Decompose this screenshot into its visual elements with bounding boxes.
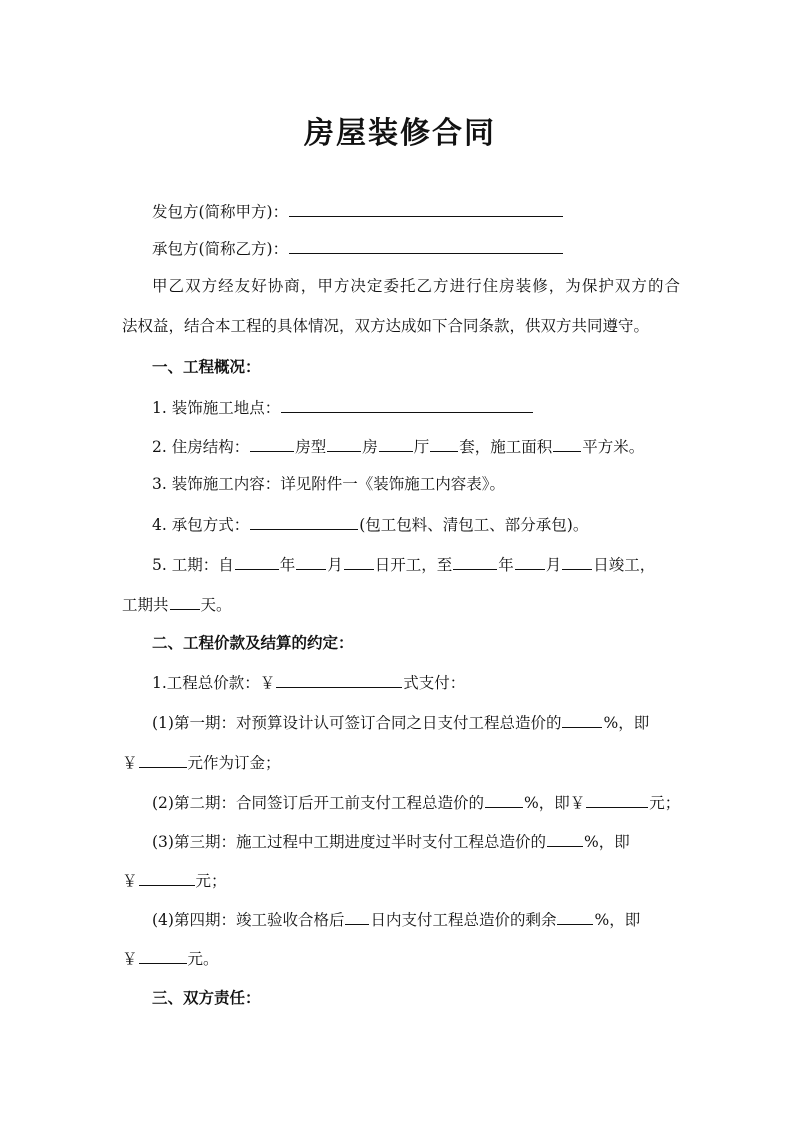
- rooms-blank[interactable]: [327, 434, 361, 452]
- section-2-heading: 二、工程价款及结算的约定：: [152, 634, 354, 652]
- total-price-blank[interactable]: [276, 670, 402, 688]
- phase-2-amount-blank[interactable]: [586, 790, 648, 808]
- item-3-line: 3. 装饰施工内容：详见附件一《装饰施工内容表》。: [152, 475, 505, 493]
- item-5-line-2: 工期共 天。: [122, 592, 232, 616]
- house-type-blank[interactable]: [250, 434, 294, 452]
- phase-4-amount-blank[interactable]: [139, 946, 187, 964]
- phase-1-line-2: ￥ 元作为订金；: [122, 750, 281, 774]
- phase-3-line-2: ￥ 元；: [122, 868, 227, 892]
- phase-3-line: (3)第三期：施工过程中工期进度过半时支付工程总造价的 %，即: [152, 829, 630, 853]
- units-blank[interactable]: [430, 434, 458, 452]
- party-a-blank[interactable]: [289, 199, 563, 217]
- phase-3-amount-blank[interactable]: [139, 868, 195, 886]
- duration-days-blank[interactable]: [170, 592, 200, 610]
- phase-4-percent-blank[interactable]: [557, 907, 593, 925]
- section-3-heading: 三、双方责任：: [152, 989, 261, 1007]
- party-b-label: 承包方(简称乙方)：: [152, 240, 289, 258]
- party-b-blank[interactable]: [289, 236, 563, 254]
- location-blank[interactable]: [281, 395, 533, 413]
- party-b-line: [152, 236, 564, 260]
- area-blank[interactable]: [553, 434, 581, 452]
- intro-line-1: 甲乙双方经友好协商，甲方决定委托乙方进行住房装修，为保护双方的合: [152, 277, 680, 295]
- item-4-line: 4. 承包方式： (包工包料、清包工、部分承包)。: [152, 512, 588, 536]
- document-title: 房屋装修合同: [304, 116, 496, 151]
- party-a-line: [152, 199, 564, 223]
- phase-1-amount-blank[interactable]: [139, 750, 187, 768]
- party-a-label: 发包方(简称甲方)：: [152, 203, 289, 221]
- halls-blank[interactable]: [379, 434, 413, 452]
- item-1-line: [152, 395, 534, 419]
- section-1-heading: 一、工程概况：: [152, 358, 261, 376]
- item-5-line: 5. 工期：自 年 月 日开工，至 年 月 日竣工，: [152, 552, 655, 576]
- phase-4-line: (4)第四期：竣工验收合格后 日内支付工程总造价的剩余 %，即: [152, 907, 640, 931]
- end-day-blank[interactable]: [562, 552, 592, 570]
- phase-4-line-2: ￥ 元。: [122, 946, 219, 970]
- phase-2-percent-blank[interactable]: [485, 790, 523, 808]
- contract-mode-blank[interactable]: [250, 512, 358, 530]
- phase-2-line: (2)第二期：合同签订后开工前支付工程总造价的 %，即￥ 元；: [152, 790, 680, 814]
- item-2-line: 2. 住房结构： 房型 房 厅 套，施工面积 平方米。: [152, 434, 644, 458]
- end-year-blank[interactable]: [453, 552, 497, 570]
- end-month-blank[interactable]: [515, 552, 545, 570]
- intro-line-2: 法权益，结合本工程的具体情况，双方达成如下合同条款，供双方共同遵守。: [122, 317, 650, 335]
- item-1-label: 1. 装饰施工地点：: [152, 399, 281, 417]
- start-year-blank[interactable]: [235, 552, 279, 570]
- start-month-blank[interactable]: [296, 552, 326, 570]
- start-day-blank[interactable]: [344, 552, 374, 570]
- phase-3-percent-blank[interactable]: [547, 829, 583, 847]
- phase-1-percent-blank[interactable]: [562, 710, 602, 728]
- phase-4-days-blank[interactable]: [345, 907, 369, 925]
- phase-1-line: (1)第一期：对预算设计认可签订合同之日支付工程总造价的 %，即: [152, 710, 649, 734]
- total-price-line: 1.工程总价款：￥ 式支付：: [152, 670, 465, 694]
